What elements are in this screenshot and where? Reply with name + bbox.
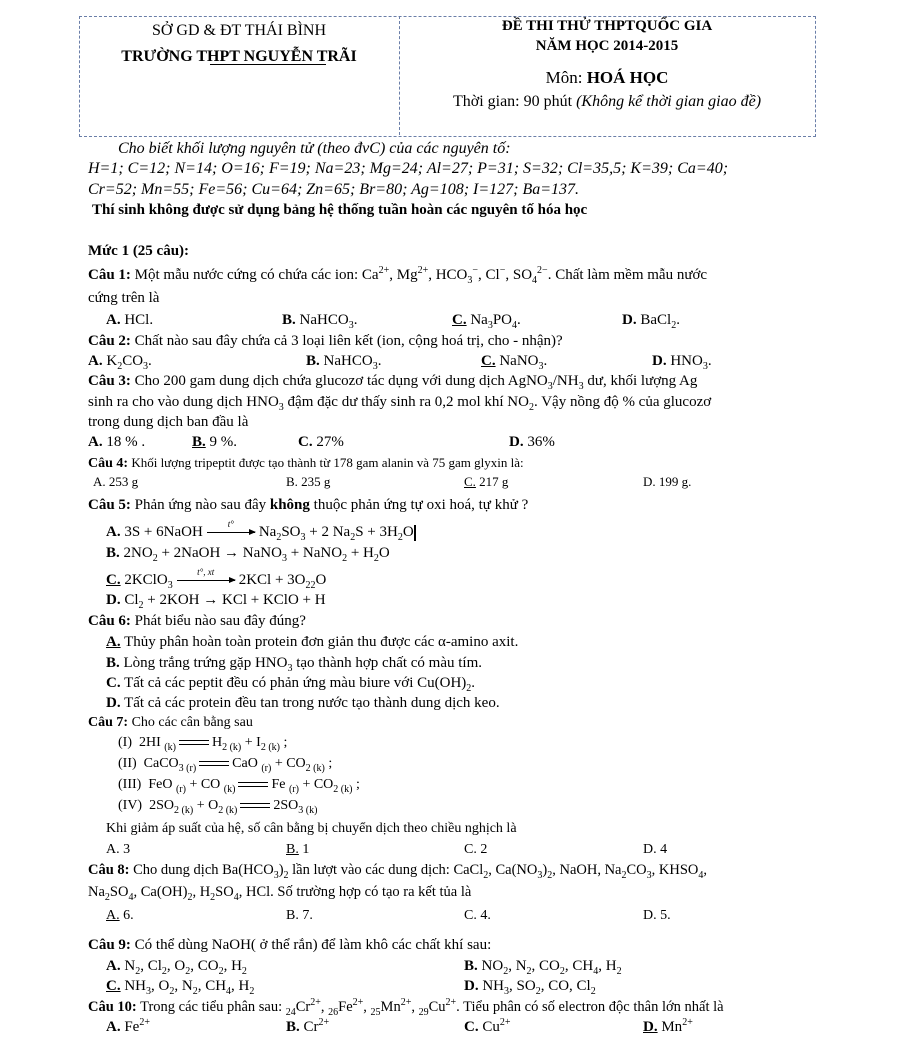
q7-number: Câu 7: xyxy=(88,715,129,730)
level-heading: Mức 1 (25 câu): xyxy=(88,243,190,259)
q1-option-b[interactable]: B. NaHCO$_3$. xyxy=(282,312,358,331)
q3-option-c[interactable] xyxy=(298,434,344,451)
q8-a-text: 6. xyxy=(119,908,134,923)
atomic-line-2: Cr=52; Mn=55; Fe=56; Cu=64; Zn=65; Br=80; Ag=108; I=127; Ba=137. xyxy=(88,181,580,198)
q10-c-label: C. xyxy=(464,1019,479,1035)
q7-r2-label: (II) xyxy=(118,756,137,771)
time-note: (Không kể thời gian giao đề) xyxy=(576,93,762,110)
subject-line xyxy=(400,68,814,88)
q1-text-2: . Chất làm mềm mẫu nước xyxy=(547,267,708,283)
q4-c-label: C. xyxy=(464,474,476,489)
q6-option-d[interactable] xyxy=(106,695,500,712)
q9-number: Câu 9: xyxy=(88,937,131,953)
q8-option-b[interactable]: B. 7. xyxy=(286,908,313,923)
q7-option-a[interactable]: A. 3 xyxy=(106,842,131,857)
q8-stem-2: $Na_2SO_4$, $Ca(OH)_2$, $H_2SO_4$, HCl. Số trường hợp có tạo ra kết tủa là xyxy=(88,884,472,903)
q8-option-d[interactable]: D. 5. xyxy=(643,908,671,923)
q7-r4-label: (IV) xyxy=(118,798,143,813)
subject-name: HOÁ HỌC xyxy=(586,68,669,87)
q3-d-text: 36% xyxy=(523,434,555,450)
q2-c-label: C. xyxy=(481,353,496,369)
q1-c-label: C. xyxy=(452,312,467,328)
q10-a-label: A. xyxy=(106,1019,121,1035)
q3-text-2: sinh ra cho vào dung dịch HNO xyxy=(88,394,279,410)
q2-option-a[interactable]: A. $K_2CO_3$. xyxy=(88,353,152,372)
q7-question: Khi giảm áp suất của hệ, số cân bằng bị chuyển dịch theo chiều nghịch là xyxy=(106,821,517,836)
q7-stem xyxy=(88,715,253,731)
q9-c-label: C. xyxy=(106,978,121,994)
q7-eq-2: (II) CaCO$_{3 (r)}$ CaO $_{(r)} + CO_{2 (k)}$ ; xyxy=(118,756,333,774)
q2-option-c[interactable]: C. NaNO$_3$. xyxy=(481,353,548,372)
q5-option-d[interactable]: D. $Cl_2 + 2KOH$ → KCl + KClO + H xyxy=(106,592,326,611)
q3-c-text: 27% xyxy=(312,434,344,450)
q3-option-d[interactable] xyxy=(509,434,555,451)
q6-d-text: Tất cả các protein đều tan trong nước tạo thành dung dịch keo. xyxy=(120,695,500,711)
q10-d-label: D. xyxy=(643,1019,658,1035)
q5-text-b: không xyxy=(269,497,310,513)
q4-c-text: 217 g xyxy=(475,474,509,489)
q6-b-text-2: tạo thành hợp chất có màu tím. xyxy=(292,655,483,671)
q2-a-label: A. xyxy=(88,353,103,369)
q6-a-label: A. xyxy=(106,634,121,650)
q6-b-text: Lòng trắng trứng gặp HNO xyxy=(119,655,288,671)
q3-option-b[interactable] xyxy=(192,434,237,451)
dept-name: SỞ GD & ĐT THÁI BÌNH xyxy=(151,22,327,39)
q8-text-2: lần lượt vào các dung dịch: CaCl xyxy=(288,862,484,878)
q4-stem xyxy=(88,455,524,472)
q5-c-cond: t°, xt xyxy=(197,567,215,578)
q5-stem xyxy=(88,497,528,514)
q2-option-b[interactable]: B. NaHCO$_3$. xyxy=(306,353,382,372)
q9-b-label: B. xyxy=(464,958,478,974)
q9-d-label: D. xyxy=(464,978,479,994)
q7-eq-1: (I) 2HI $_{(k)}$ $H_{2 (k)} + I_{2 (k)}$ ; xyxy=(118,735,288,753)
q3-a-text: 18 % . xyxy=(102,434,146,450)
q4-option-c[interactable] xyxy=(464,474,508,490)
q6-option-a[interactable] xyxy=(106,634,518,651)
q3-number: Câu 3: xyxy=(88,373,131,389)
q10-option-d[interactable]: D. $Mn^{2+}$ xyxy=(643,1017,693,1035)
q1-option-d[interactable]: D. BaCl$_2$. xyxy=(622,312,680,331)
q2-text: Chất nào sau đây chứa cả 3 loại liên kết (ion, cộng hoá trị, cho - nhận)? xyxy=(130,333,563,349)
q3-b-label: B. xyxy=(192,434,206,450)
q5-option-a[interactable]: A. 3S + 6NaOH t° $Na_2SO_3 + 2$ $Na_2S + 3H_2O$ xyxy=(106,519,414,543)
q3-text-2c: . Vậy nồng độ % của glucozơ xyxy=(533,394,712,410)
q3-d-label: D. xyxy=(509,434,524,450)
q10-b-label: B. xyxy=(286,1019,300,1035)
q2-stem xyxy=(88,333,563,350)
q2-number: Câu 2: xyxy=(88,333,131,349)
q5-c-label: C. xyxy=(106,572,121,588)
q3-b-text: 9 %. xyxy=(205,434,238,450)
q5-a-label: A. xyxy=(106,524,121,540)
q9-option-b[interactable]: B. $NO_2$, $N_2$, $CO_2$, $CH_4$, $H_2$ xyxy=(464,958,622,977)
q5-option-b[interactable]: B. $2NO_2$ + 2NaOH → NaNO$_3$ + NaNO$_2$ + $H_2O$ xyxy=(106,545,390,564)
q5-b-label: B. xyxy=(106,545,120,561)
q2-option-d[interactable]: D. $HNO_3$. xyxy=(652,353,712,372)
q10-number: Câu 10: xyxy=(88,999,137,1015)
q7-option-b[interactable] xyxy=(286,842,309,858)
text-cursor xyxy=(414,525,416,541)
q5-text-c: thuộc phản ứng tự oxi hoá, tự khử ? xyxy=(309,497,529,513)
q8-a-label: A. xyxy=(106,908,120,923)
q3-text-2b: đậm đặc dư thấy sinh ra 0,2 mol khí NO xyxy=(283,394,529,410)
q4-option-b[interactable]: B. 235 g xyxy=(286,474,331,489)
q8-text: Cho dung dịch Ba(HCO xyxy=(129,862,274,878)
notice: Thí sinh không được sử dụng bảng hệ thống tuần hoàn các nguyên tố hóa học xyxy=(92,202,588,218)
q1-number: Câu 1: xyxy=(88,267,131,283)
q8-option-a[interactable] xyxy=(106,908,134,924)
q3-option-a[interactable] xyxy=(88,434,145,451)
school-underline xyxy=(210,64,326,65)
q6-c-text: Tất cả các peptit đều có phản ứng màu biure với Cu(OH) xyxy=(120,675,467,691)
q3-text-1: Cho 200 gam dung dịch chứa glucozơ tác dụng với dung dịch AgNO xyxy=(130,373,548,389)
q3-a-label: A. xyxy=(88,434,103,450)
q8-option-c[interactable]: C. 4. xyxy=(464,908,491,923)
q5-a-arrow xyxy=(207,519,255,533)
q3-c-label: C. xyxy=(298,434,313,450)
school-name: TRƯỜNG THPT NGUYỄN TRÃI xyxy=(121,48,357,65)
q4-number: Câu 4: xyxy=(88,456,129,471)
q4-option-d[interactable]: D. 199 g. xyxy=(643,474,692,489)
q4-option-a[interactable]: A. 253 g xyxy=(93,474,139,489)
q1-a-label: A. xyxy=(106,312,121,328)
q7-text: Cho các cân bằng sau xyxy=(128,715,253,730)
atomic-line-1: H=1; C=12; N=14; O=16; F=19; Na=23; Mg=24; Al=27; P=31; S=32; Cl=35,5; K=39; Ca=40; xyxy=(88,160,729,177)
q9-option-c[interactable]: C. $NH_3$, $O_2$, $N_2$, $CH_4$, $H_2$ xyxy=(106,978,255,997)
q10-option-a[interactable]: A. $Fe^{2+}$ xyxy=(106,1017,150,1035)
q5-number: Câu 5: xyxy=(88,497,131,513)
q5-a-cond: t° xyxy=(227,519,234,530)
q5-c-arrow xyxy=(177,567,235,581)
q7-b-label: B. xyxy=(286,842,299,857)
q6-c-label: C. xyxy=(106,675,121,691)
q2-b-label: B. xyxy=(306,353,320,369)
q1-d-label: D. xyxy=(622,312,637,328)
q1-b-text: NaHCO xyxy=(295,312,349,328)
q8-number: Câu 8: xyxy=(88,862,130,878)
q6-b-label: B. xyxy=(106,655,120,671)
q10-option-b[interactable]: B. $Cr^{2+}$ xyxy=(286,1017,330,1035)
q1-text: Một mẫu nước cứng có chứa các ion: Ca xyxy=(130,267,379,283)
q5-option-c[interactable]: C. 2KClO$_3$ t°, xt $2KCl + 3O_{22}O$ xyxy=(106,567,327,591)
q7-r3-label: (III) xyxy=(118,777,142,792)
q9-stem xyxy=(88,937,491,954)
q6-option-b[interactable]: B. Lòng trắng trứng gặp $HNO_3$ tạo thành hợp chất có màu tím. xyxy=(106,655,483,674)
atomic-intro: Cho biết khối lượng nguyên tử (theo đvC) của các nguyên tố: xyxy=(118,140,511,157)
q6-d-label: D. xyxy=(106,695,121,711)
q1-a-text: HCl. xyxy=(120,312,154,328)
q1-option-c[interactable]: C. $Na_3PO_4$. xyxy=(452,312,521,331)
q9-a-label: A. xyxy=(106,958,121,974)
q7-r1-label: (I) xyxy=(118,735,132,750)
q10-text-2: . Tiểu phân có số electron độc thân lớn nhất là xyxy=(456,999,724,1015)
q3-text-1b: dư, khối lượng Ag xyxy=(583,373,698,389)
q9-text: Có thể dùng NaOH( ở thể rắn) để làm khô các chất khí sau: xyxy=(130,937,492,953)
q1-b-label: B. xyxy=(282,312,296,328)
q6-text: Phát biểu nào sau đây đúng? xyxy=(130,613,306,629)
q7-option-d[interactable]: D. 4 xyxy=(643,842,668,857)
q9-option-d[interactable]: D. $NH_3$, $SO_2$, CO, $Cl_2$ xyxy=(464,978,596,997)
q10-text: Trong các tiểu phân sau: xyxy=(136,999,286,1015)
q6-option-c[interactable]: C. Tất cả các peptit đều có phản ứng màu biure với $Cu(OH)_2$. xyxy=(106,675,476,694)
time-label: Thời gian: 90 phút xyxy=(452,93,577,110)
exam-title: ĐỀ THI THỬ THPTQUỐC GIA xyxy=(501,18,713,34)
q10-option-c[interactable]: C. $Cu^{2+}$ xyxy=(464,1017,511,1035)
q1-d-text: BaCl xyxy=(636,312,672,328)
q7-option-c[interactable]: C. 2 xyxy=(464,842,488,857)
q9-option-a[interactable]: A. $N_2$, $Cl_2$, $O_2$, $CO_2$, $H_2$ xyxy=(106,958,247,977)
q6-number: Câu 6: xyxy=(88,613,131,629)
q3-stem-3: trong dung dịch ban đầu là xyxy=(88,414,249,430)
q6-a-text: Thủy phân hoàn toàn protein đơn giản thu được các α-amino axit. xyxy=(120,634,519,650)
q1-stem-cont: cứng trên là xyxy=(88,290,160,306)
q5-d-label: D. xyxy=(106,592,121,608)
subject-label: Môn: xyxy=(545,68,587,87)
q1-c-text: Na xyxy=(466,312,488,328)
q1-stem: Câu 1: Một mẫu nước cứng có chứa các ion: $Ca^{2+}$, $Mg^{2+}$, $HCO_3^-$, Cl−, $SO_4^{2-}$. Chất làm mềm mẫu nước xyxy=(88,265,708,286)
q2-d-label: D. xyxy=(652,353,667,369)
q3-stem-1: Câu 3: Cho 200 gam dung dịch chứa glucozơ tác dụng với dung dịch $AgNO_3/NH_3$ dư, khối lượng Ag xyxy=(88,373,698,392)
exam-year: NĂM HỌC 2014-2015 xyxy=(535,38,679,54)
q4-text: Khối lượng tripeptit được tạo thành từ 178 gam alanin và 75 gam glyxin là: xyxy=(128,455,524,470)
q7-b-text: 1 xyxy=(298,842,310,857)
q7-eq-3: (III) FeO $_{(r)}$ + CO $_{(k)}$ Fe $_{(r)} + CO_{2 (k)}$ ; xyxy=(118,777,360,795)
q10-stem: Câu 10: Trong các tiểu phân sau: $_{24}Cr^{2+}$, $_{26}Fe^{2+}$, $_{25}Mn^{2+}$, $_{29}Cu^{2+}$. Tiểu phân có số electron độc thân lớn nhất là xyxy=(88,997,724,1018)
q6-stem xyxy=(88,613,306,630)
q1-option-a[interactable] xyxy=(106,312,153,329)
q8-stem-1: Câu 8: Cho dung dịch $Ba(HCO_3)_2$ lần lượt vào các dung dịch: CaCl$_2$, $Ca(NO_3)_2$, NaOH, $Na_2CO_3$, $KHSO_4$, xyxy=(88,862,708,881)
q7-eq-4: (IV) $2SO_{2 (k)} + O_{2 (k)}$ $2SO_{3 (k)}$ xyxy=(118,798,318,816)
q3-stem-2: sinh ra cho vào dung dịch $HNO_3$ đậm đặc dư thấy sinh ra 0,2 mol khí $NO_2$. Vậy nồng độ % của glucozơ xyxy=(88,394,712,413)
q5-text-a: Phản ứng nào sau đây xyxy=(130,497,270,513)
time-line xyxy=(400,93,814,111)
